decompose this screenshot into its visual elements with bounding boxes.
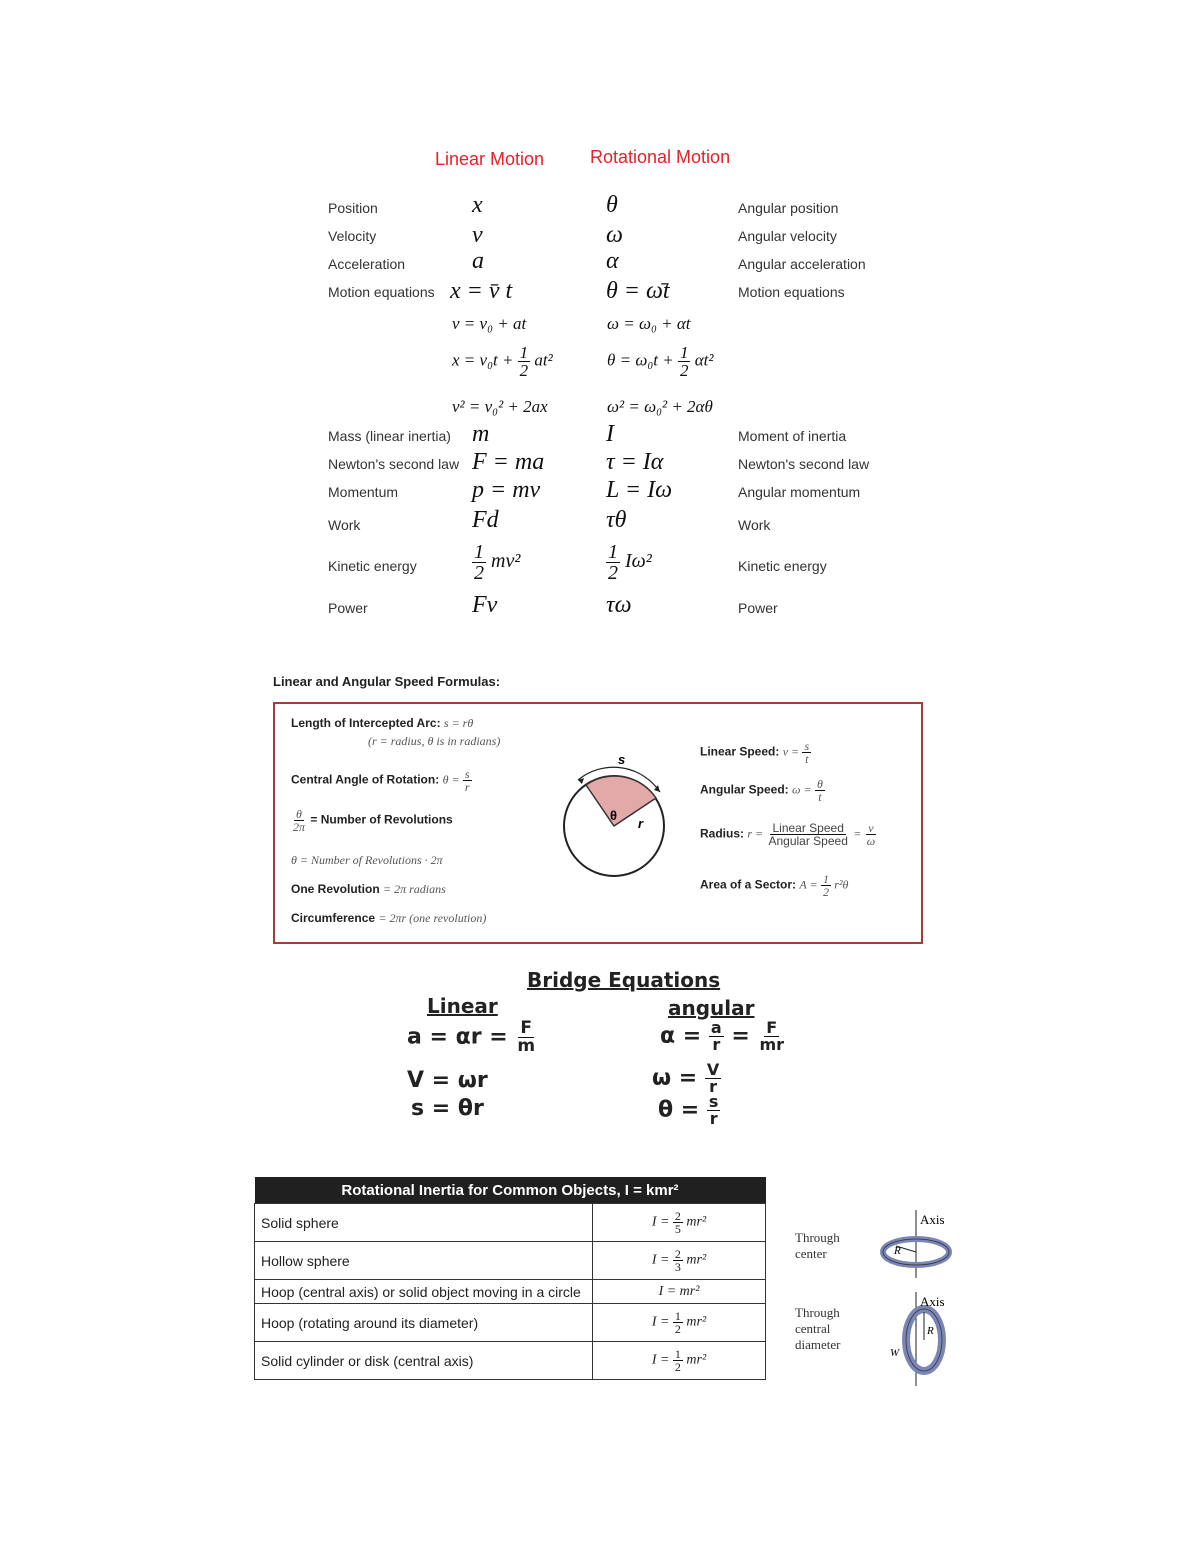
bridge-angular-angle: θ = $\frac{s}{r}$ bbox=[658, 1092, 719, 1128]
inertia-formula: I = $\frac{2}{3}$ mr² bbox=[593, 1242, 766, 1280]
one-revolution-formula: One Revolution = 2π radians bbox=[291, 882, 446, 896]
hoop-diameter-caption: Through central diameter bbox=[795, 1305, 841, 1352]
linear-symbol: x bbox=[472, 192, 483, 218]
linear-equation: p = mv bbox=[472, 477, 541, 503]
object-name: Solid sphere bbox=[255, 1204, 593, 1242]
angular-equation: τ = Iα bbox=[606, 449, 664, 475]
row-label-mass: Mass (linear inertia) bbox=[328, 428, 451, 444]
inertia-table-title: Rotational Inertia for Common Objects, I = kmr² bbox=[255, 1177, 766, 1204]
bridge-linear-heading: Linear bbox=[427, 994, 498, 1018]
table-row bbox=[255, 1204, 766, 1242]
row-label-angular-momentum: Angular momentum bbox=[738, 484, 861, 500]
row-label-motion-equations-right: Motion equations bbox=[738, 284, 845, 300]
linear-equation: Fd bbox=[472, 507, 499, 533]
angular-equation: ω = ω₀ + αt bbox=[607, 314, 691, 333]
row-label-moment-of-inertia: Moment of inertia bbox=[738, 428, 847, 444]
arc-s-label: s bbox=[618, 752, 626, 767]
angular-symbol: α bbox=[606, 248, 619, 274]
radius-r-label: r bbox=[638, 816, 644, 831]
revolutions-formula: $\frac{\theta}{2\pi}$ = Number of Revolutions bbox=[293, 807, 453, 834]
linear-motion-heading: Linear Motion bbox=[435, 149, 545, 169]
bridge-linear-distance: s = θr bbox=[411, 1096, 484, 1121]
row-label-kinetic-energy-right: Kinetic energy bbox=[738, 558, 827, 574]
sector-area-formula: Area of a Sector: A = $\frac{1}{2}$ r²θ bbox=[700, 872, 849, 899]
linear-equation: v² = v₀² + 2ax bbox=[452, 397, 548, 416]
bridge-angular-acceleration: α = $\frac{a}{r}$ = $\frac{F}{mr}$ bbox=[660, 1018, 785, 1054]
inertia-formula: I = $\frac{1}{2}$ mr² bbox=[593, 1304, 766, 1342]
circumference-formula: Circumference = 2πr (one revolution) bbox=[291, 911, 487, 925]
table-row bbox=[255, 1304, 766, 1342]
linear-equation: v = v₀ + at bbox=[452, 314, 527, 333]
angular-speed-formula: Angular Speed: ω = $\frac{\theta}{t}$ bbox=[700, 777, 823, 804]
sector-shape bbox=[586, 776, 656, 826]
arc-length-note: (r = radius, θ is in radians) bbox=[368, 734, 501, 748]
row-label-work: Work bbox=[328, 517, 361, 533]
rotational-inertia-table bbox=[254, 1177, 766, 1380]
speed-formulas-title: Linear and Angular Speed Formulas: bbox=[273, 674, 501, 689]
object-name: Hoop (rotating around its diameter) bbox=[255, 1304, 593, 1342]
angular-symbol: ω bbox=[606, 222, 623, 248]
row-label-power: Power bbox=[328, 600, 368, 616]
angular-equation: L = Iω bbox=[606, 477, 673, 503]
linear-symbol: m bbox=[472, 421, 490, 447]
linear-equation: F = ma bbox=[472, 449, 545, 475]
radius-label: R bbox=[927, 1325, 934, 1337]
inertia-formula: I = $\frac{1}{2}$ mr² bbox=[593, 1342, 766, 1380]
linear-symbol: a bbox=[472, 248, 484, 274]
linear-equation: x = v̄ t bbox=[450, 278, 513, 304]
table-row bbox=[255, 1342, 766, 1380]
row-label-work-right: Work bbox=[738, 517, 771, 533]
bridge-equations-title: Bridge Equations bbox=[527, 968, 721, 992]
theta-label: θ bbox=[610, 808, 618, 823]
angular-equation: τθ bbox=[606, 507, 627, 533]
table-row bbox=[255, 1280, 766, 1304]
linear-speed-formula: Linear Speed: v = $\frac{s}{t}$ bbox=[700, 739, 810, 766]
linear-equation: Fv bbox=[472, 592, 498, 618]
angular-equation: θ = ω₀t + $\frac{1}{2}$ αt² bbox=[607, 343, 714, 380]
rotational-motion-heading: Rotational Motion bbox=[590, 147, 731, 167]
table-row bbox=[255, 1242, 766, 1280]
row-label-newton-second-law-right: Newton's second law bbox=[738, 456, 870, 472]
axis-label: Axis bbox=[920, 1294, 945, 1309]
angular-equation: θ = ω̄t bbox=[606, 278, 670, 304]
row-label-position: Position bbox=[328, 200, 378, 216]
width-label: W bbox=[890, 1347, 900, 1359]
bridge-angular-velocity: ω = $\frac{V}{r}$ bbox=[652, 1060, 720, 1096]
axis-label: Axis bbox=[920, 1212, 945, 1227]
linear-equation: $\frac{1}{2}$ mv² bbox=[474, 541, 521, 584]
angular-symbol: θ bbox=[606, 192, 618, 218]
object-name: Hollow sphere bbox=[255, 1242, 593, 1280]
bridge-linear-velocity: V = ωr bbox=[407, 1068, 488, 1093]
angular-equation: τω bbox=[606, 592, 632, 618]
revolutions-angle-formula: θ = Number of Revolutions · 2π bbox=[291, 853, 443, 867]
row-label-momentum: Momentum bbox=[328, 484, 399, 500]
object-name: Hoop (central axis) or solid object moving in a circle bbox=[255, 1280, 593, 1304]
object-name: Solid cylinder or disk (central axis) bbox=[255, 1342, 593, 1380]
arc-length-formula: Length of Intercepted Arc: s = rθ bbox=[291, 716, 474, 730]
hoop-figures bbox=[872, 1208, 962, 1388]
inertia-formula: I = mr² bbox=[593, 1280, 766, 1304]
bridge-linear-acceleration: a = αr = $\frac{F}{m}$ bbox=[407, 1018, 536, 1056]
row-label-power-right: Power bbox=[738, 600, 778, 616]
angular-equation: $\frac{1}{2}$ Iω² bbox=[608, 541, 652, 584]
central-angle-formula: Central Angle of Rotation: θ = $\frac{s}{r}$ bbox=[291, 767, 470, 794]
row-label-newton-second-law: Newton's second law bbox=[328, 456, 460, 472]
linear-symbol: v bbox=[472, 222, 483, 248]
row-label-acceleration: Acceleration bbox=[328, 256, 406, 272]
angular-equation: ω² = ω₀² + 2αθ bbox=[607, 397, 713, 416]
row-label-kinetic-energy: Kinetic energy bbox=[328, 558, 417, 574]
sector-diagram bbox=[556, 748, 676, 883]
hoop-center-caption: Through center bbox=[795, 1230, 840, 1261]
row-label-velocity: Velocity bbox=[328, 228, 377, 244]
inertia-formula: I = $\frac{2}{5}$ mr² bbox=[593, 1204, 766, 1242]
bridge-angular-heading: angular bbox=[668, 996, 755, 1020]
row-label-motion-equations: Motion equations bbox=[328, 284, 435, 300]
radius-formula: Radius: r = $\frac{\text{Linear Speed}}{\text{Angular Speed}}$ = $\frac{v}{\omega}$ bbox=[700, 821, 876, 848]
row-label-angular-acceleration: Angular acceleration bbox=[738, 256, 866, 272]
radius-label: R bbox=[894, 1245, 901, 1257]
row-label-angular-velocity: Angular velocity bbox=[738, 228, 837, 244]
angular-symbol: I bbox=[606, 421, 614, 447]
linear-equation: x = v₀t + $\frac{1}{2}$ at² bbox=[452, 343, 553, 380]
row-label-angular-position: Angular position bbox=[738, 200, 839, 216]
